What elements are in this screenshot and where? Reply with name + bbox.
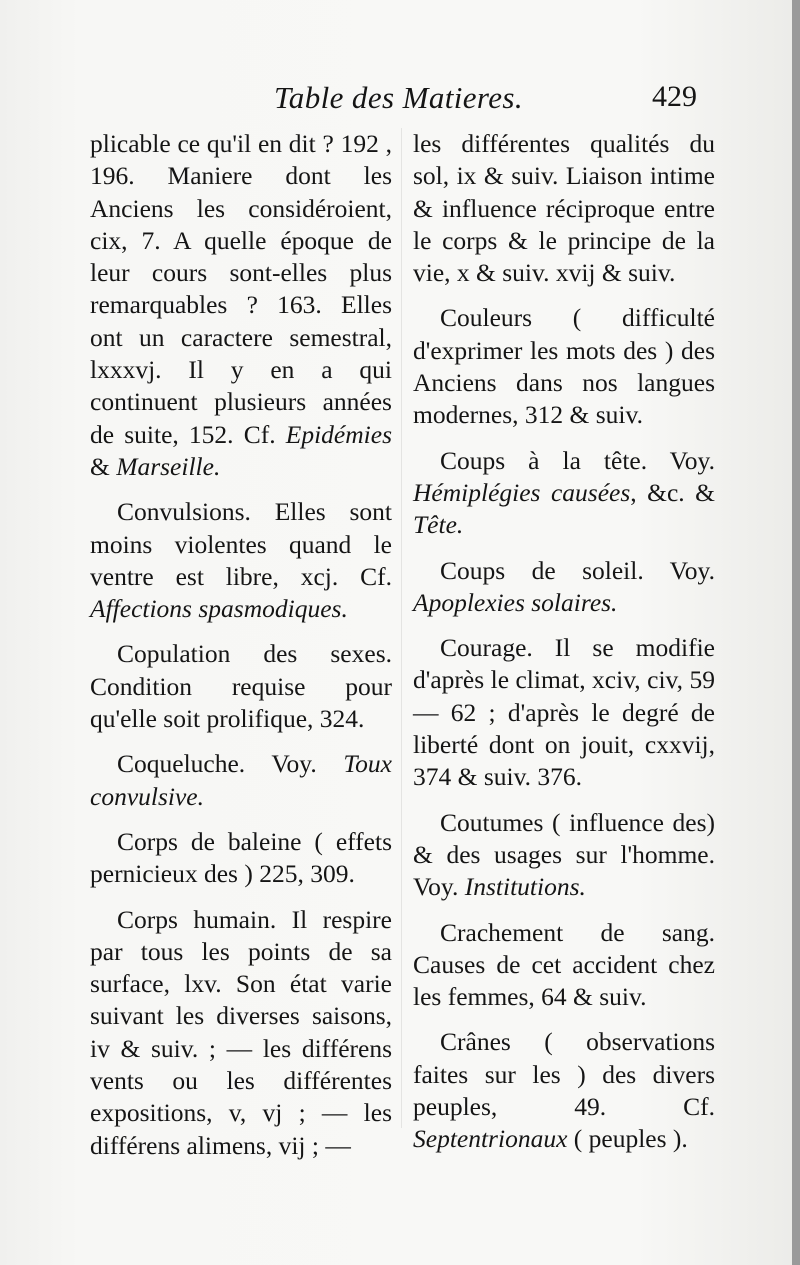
index-entry: Coups de soleil. Voy. Apoplexies solaires. xyxy=(413,555,715,617)
index-entry: plicable ce qu'il en dit ? 192 , 196. Maniere dont les Anciens les considéroient, cix, 7. A quelle époque de leur cours sont-elles plus remarquables ? 163. Elles ont un caractere semestral, lxxxvj. Il y en a qui continuent plusieurs années de suite, 152. Cf. Epidémies & Marseille. xyxy=(90,129,392,481)
index-entry: Courage. Il se modifie d'après le climat, xciv, civ, 59 — 62 ; d'après le degré de liberté dont on jouit, cxxvij, 374 & suiv. 376. xyxy=(413,633,715,792)
running-title: Table des Matieres. xyxy=(274,80,523,115)
index-entry: Convulsions. Elles sont moins violentes quand le ventre est libre, xcj. Cf. Affections spasmodiques. xyxy=(90,497,392,624)
index-entry: Crânes ( observations faites sur les ) des divers peuples, 49. Cf. Septentrionaux ( peuples ). xyxy=(413,1027,715,1154)
left-column xyxy=(90,128,392,1175)
index-entry: Coutumes ( influence des) & des usages sur l'homme. Voy. Institutions. xyxy=(413,807,715,902)
index-entry: Copulation des sexes. Condition requise pour qu'elle soit prolifique, 324. xyxy=(90,639,392,734)
index-entry: Coqueluche. Voy. Toux convulsive. xyxy=(90,749,392,811)
page-number: 429 xyxy=(652,80,697,113)
column-gutter xyxy=(401,128,402,1128)
index-entry: Couleurs ( difficulté d'exprimer les mots des ) des Anciens dans nos langues modernes, 312 & suiv. xyxy=(413,303,715,430)
index-entry: Corps humain. Il respire par tous les points de sa surface, lxv. Son état varie suivant les diverses saisons, iv & suiv. ; — les différens vents ou les différentes expositions, v, vj ; — les différens alimens, vij ; — xyxy=(90,904,392,1160)
right-column xyxy=(413,128,715,1169)
index-entry: les différentes qualités du sol, ix & suiv. Liaison intime & influence réciproque entre le corps & le principe de la vie, x & suiv. xvij & suiv. xyxy=(413,129,715,288)
index-entry: Coups à la tête. Voy. Hémiplégies causées, &c. & Tête. xyxy=(413,445,715,540)
index-entry: Crachement de sang. Causes de cet accident chez les femmes, 64 & suiv. xyxy=(413,917,715,1012)
index-entry: Corps de baleine ( effets pernicieux des ) 225, 309. xyxy=(90,826,392,889)
